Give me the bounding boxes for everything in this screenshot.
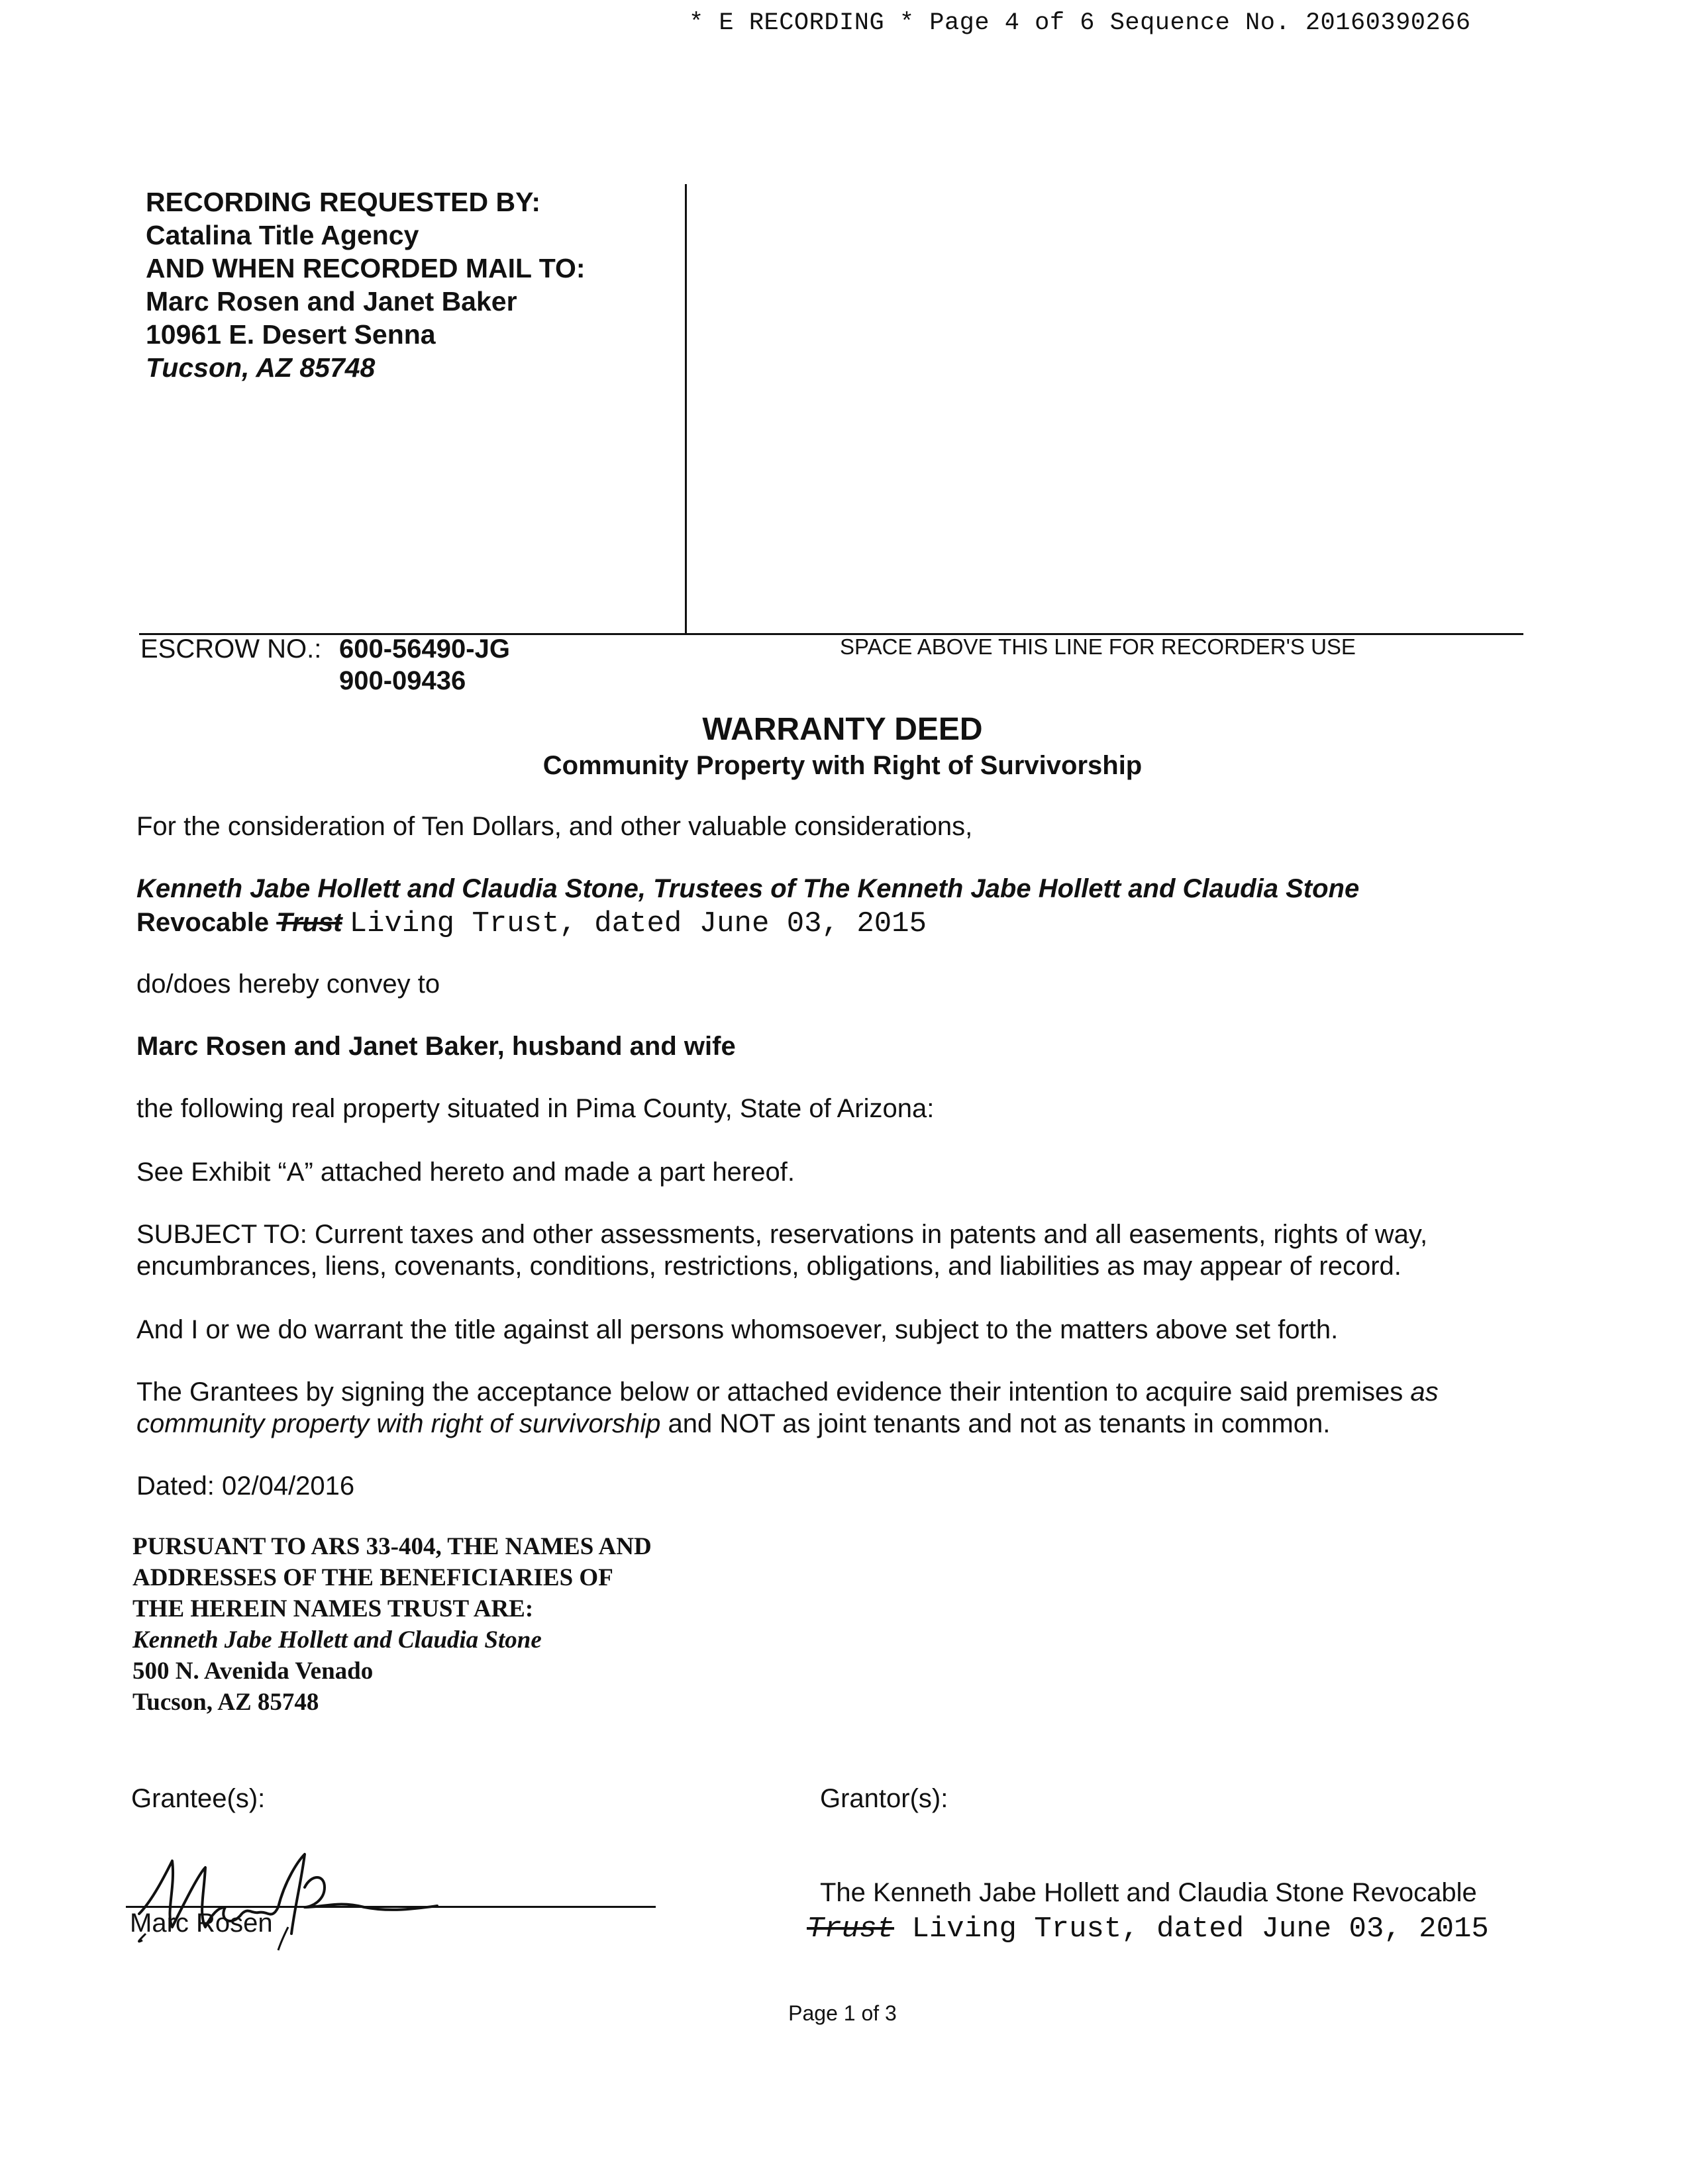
grantor-label: Grantor(s): <box>820 1784 948 1813</box>
handwritten-signature <box>126 1834 444 1967</box>
grantors-line-1: Kenneth Jabe Hollett and Claudia Stone, Trustees of The Kenneth Jabe Hollett and Claudia Stone <box>136 874 1360 903</box>
beneficiaries-block <box>132 1531 652 1718</box>
grantors-line-2 <box>136 907 927 940</box>
deed-subtitle: Community Property with Right of Survivorship <box>542 751 1143 780</box>
mail-to-street: 10961 E. Desert Senna <box>146 319 436 350</box>
warrant-paragraph: And I or we do warrant the title against all persons whomsoever, subject to the matters above set forth. <box>136 1315 1339 1344</box>
deed-title: WARRANTY DEED <box>702 712 983 747</box>
escrow-number-1: 600-56490-JG <box>339 634 510 664</box>
consideration-paragraph: For the consideration of Ten Dollars, and other valuable considerations, <box>136 812 973 841</box>
beneficiaries-line-3: THE HEREIN NAMES TRUST ARE: <box>132 1595 534 1622</box>
acceptance-start: The Grantees by signing the acceptance below or attached evidence their intention to acquire said premises <box>136 1377 1404 1407</box>
acceptance-end: and NOT as joint tenants and not as tenants in common. <box>668 1409 1331 1438</box>
grantor-name-line-2 <box>807 1912 1489 1946</box>
beneficiaries-street: 500 N. Avenida Venado <box>132 1658 374 1685</box>
grantee-signer-name: Marc Rosen <box>130 1909 273 1938</box>
page-number: Page 1 of 3 <box>788 2001 897 2025</box>
beneficiaries-line-2: ADDRESSES OF THE BENEFICIARIES OF <box>132 1564 613 1591</box>
grantee-signature-line <box>126 1906 656 1908</box>
grantors-revocable: Revocable <box>136 908 270 937</box>
property-paragraph: the following real property situated in Pima County, State of Arizona: <box>136 1094 935 1123</box>
dated-line: Dated: 02/04/2016 <box>136 1471 355 1501</box>
grantor-struck-word: Trust <box>807 1912 895 1946</box>
beneficiaries-line-1: PURSUANT TO ARS 33-404, THE NAMES AND <box>132 1533 652 1560</box>
requested-by-label: RECORDING REQUESTED BY: <box>146 187 541 217</box>
grantors-struck-word: Trust <box>276 908 342 937</box>
mail-to-name: Marc Rosen and Janet Baker <box>146 286 517 317</box>
beneficiaries-city: Tucson, AZ 85748 <box>132 1689 319 1716</box>
subject-to-paragraph: SUBJECT TO: Current taxes and other assessments, reservations in patents and all easements, rights of way, encumbrances, liens, covenants, conditions, restrictions, obligations, and liabilities as may appear of record. <box>136 1220 1428 1281</box>
escrow-number-2: 900-09436 <box>339 666 466 695</box>
recording-requested-block <box>146 185 586 384</box>
recorder-box-divider <box>685 184 687 634</box>
exhibit-paragraph: See Exhibit “A” attached hereto and made a part hereof. <box>136 1158 795 1187</box>
acceptance-italic: as community property with right of survivorship <box>136 1377 1439 1438</box>
recording-header: * E RECORDING * Page 4 of 6 Sequence No. 20160390266 <box>689 9 1471 37</box>
acceptance-paragraph <box>136 1376 1534 1440</box>
grantor-name-line-1: The Kenneth Jabe Hollett and Claudia Stone Revocable <box>820 1878 1477 1907</box>
mail-to-city: Tucson, AZ 85748 <box>146 352 376 383</box>
escrow-label: ESCROW NO.: <box>140 634 322 664</box>
requested-by: Catalina Title Agency <box>146 220 419 250</box>
mail-to-label: AND WHEN RECORDED MAIL TO: <box>146 253 586 283</box>
grantor-typed-insert: Living Trust, dated June 03, 2015 <box>911 1912 1489 1946</box>
grantees-paragraph: Marc Rosen and Janet Baker, husband and wife <box>136 1032 736 1061</box>
grantors-typed-insert: Living Trust, dated June 03, 2015 <box>349 907 927 940</box>
beneficiaries-names: Kenneth Jabe Hollett and Claudia Stone <box>132 1626 542 1654</box>
recorder-use-note: SPACE ABOVE THIS LINE FOR RECORDER'S USE <box>840 634 1356 659</box>
convey-paragraph: do/does hereby convey to <box>136 969 440 999</box>
grantee-label: Grantee(s): <box>131 1784 266 1813</box>
